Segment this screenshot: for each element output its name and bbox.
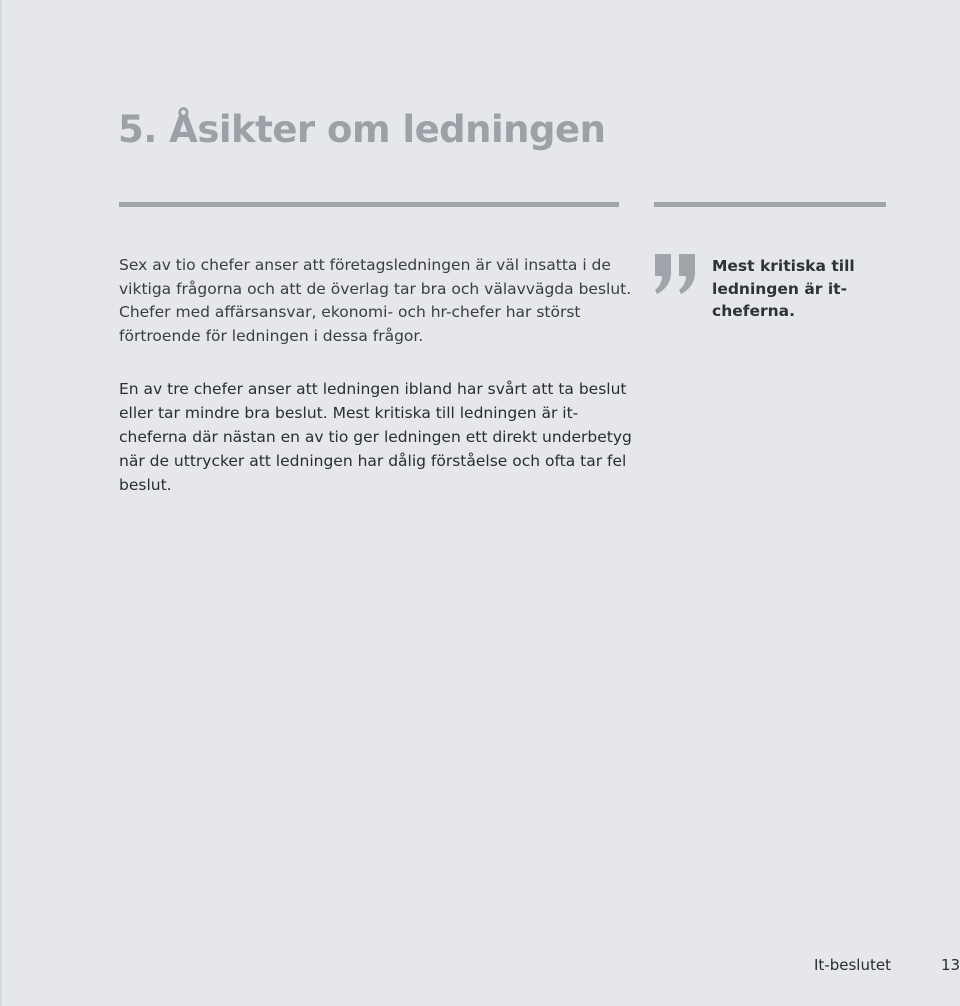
pull-quote: Mest kritiska till ledningen är it-cheferna. xyxy=(712,257,855,320)
page-title: 5. Åsikter om ledningen xyxy=(118,108,606,151)
page-number: 13 xyxy=(941,956,960,974)
intro-paragraph: Sex av tio chefer anser att företagsledningen är väl insatta i de viktiga frågorna och att de överlag tar bra och välavvägda beslut. Chefer med affärsansvar, ekonomi- och hr-chefer har störst förtroende för ledningen i dessa frågor. xyxy=(119,256,632,345)
heading-rule-right xyxy=(654,202,886,207)
footer-publication: It-beslutet xyxy=(814,956,891,974)
page-edge xyxy=(0,0,2,1006)
heading-rule-left xyxy=(119,202,619,207)
body-paragraph: En av tre chefer anser att ledningen ibland har svårt att ta beslut eller tar mindre bra beslut. Mest kritiska till ledningen är it-cheferna där nästan en av tio ger ledningen ett direkt underbetyg när de uttrycker att ledningen har dålig förståelse och ofta tar fel beslut. xyxy=(119,380,632,494)
closing-quote-icon xyxy=(652,252,702,296)
